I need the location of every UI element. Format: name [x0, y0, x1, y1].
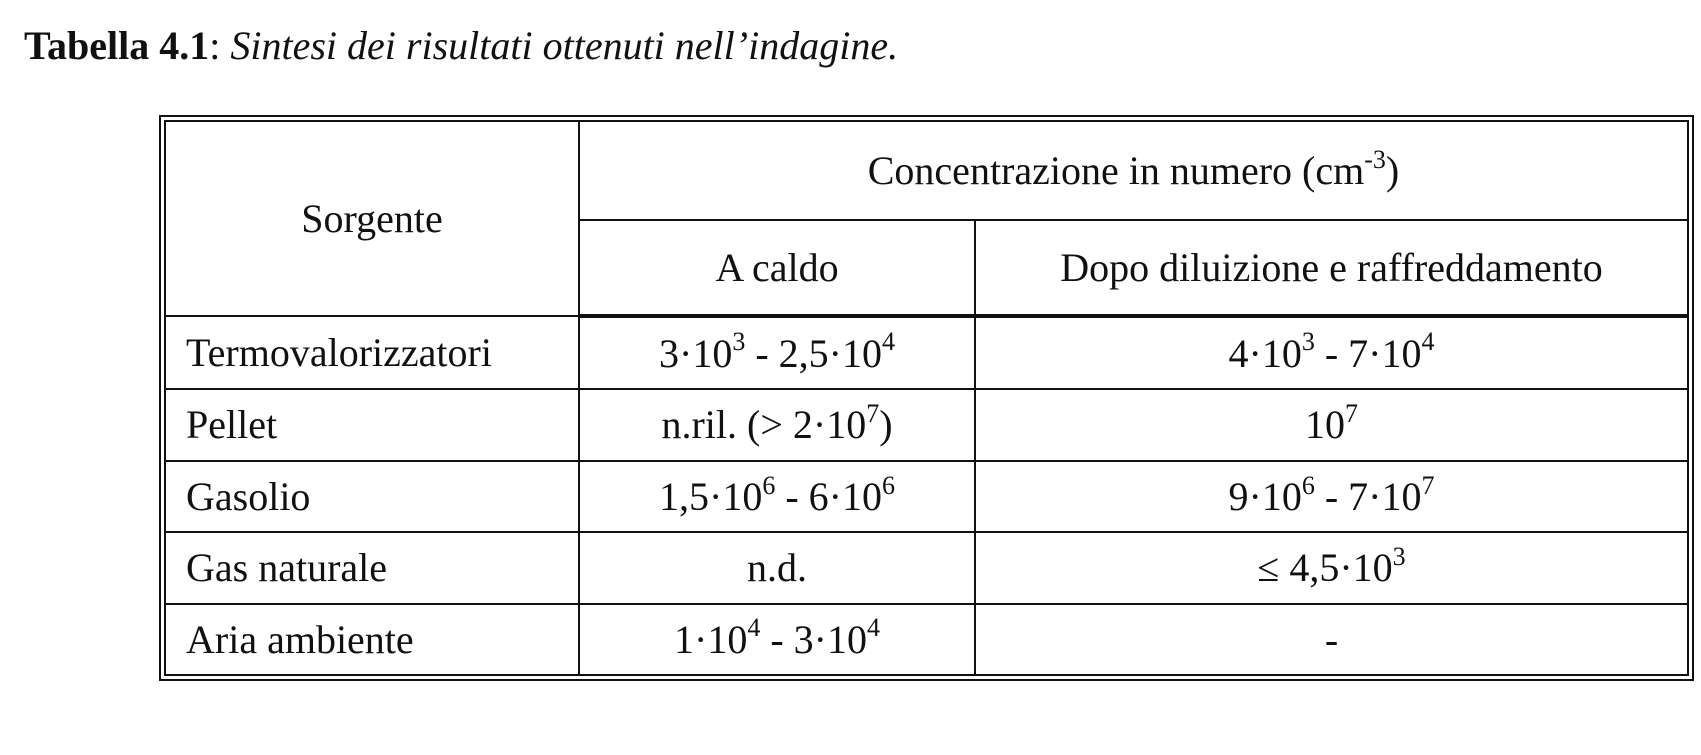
value-exponent: 3	[1301, 327, 1315, 357]
cell-source: Aria ambiente	[165, 604, 579, 675]
results-table-frame	[159, 115, 1694, 681]
header-after: Dopo diluizione e raffreddamento	[975, 220, 1688, 316]
value-text: 10	[1305, 402, 1345, 448]
header-concentration	[579, 121, 1688, 220]
cell-after	[975, 316, 1688, 389]
cell-hot	[579, 316, 975, 389]
table-row	[165, 532, 1688, 603]
results-table	[164, 120, 1689, 676]
table-caption	[24, 23, 899, 68]
cell-source: Pellet	[165, 389, 579, 460]
value-text: - 7·10	[1314, 473, 1422, 519]
cell-hot	[579, 604, 975, 675]
value-exponent: 7	[1421, 470, 1435, 500]
cell-hot	[579, 532, 975, 603]
value-text: - 3·10	[760, 616, 867, 662]
cell-after	[975, 461, 1688, 532]
value-text: -	[1324, 616, 1339, 662]
cell-hot	[579, 461, 975, 532]
caption-separator: :	[209, 23, 231, 68]
value-text: )	[879, 402, 893, 448]
cell-after	[975, 532, 1688, 603]
value-exponent: 7	[866, 399, 880, 429]
value-exponent: 4	[881, 327, 895, 357]
header-hot: A caldo	[579, 220, 975, 316]
cell-source: Gasolio	[165, 461, 579, 532]
table-row	[165, 461, 1688, 532]
header-concentration-base: Concentrazione in numero (cm	[867, 148, 1365, 194]
value-exponent: 6	[762, 470, 776, 500]
cell-after	[975, 389, 1688, 460]
header-source: Sorgente	[165, 121, 579, 316]
value-text: n.ril. (> 2·10	[661, 402, 867, 448]
table-row	[165, 316, 1688, 389]
value-text: - 7·10	[1314, 330, 1422, 376]
header-concentration-close: )	[1385, 148, 1400, 194]
cell-hot	[579, 389, 975, 460]
table-row	[165, 389, 1688, 460]
value-exponent: 4	[866, 613, 880, 643]
value-text: - 6·10	[775, 473, 882, 519]
value-exponent: 4	[1421, 327, 1435, 357]
value-text: 4·10	[1228, 330, 1302, 376]
value-text: - 2,5·10	[745, 330, 882, 376]
value-exponent: 3	[1392, 542, 1406, 571]
value-exponent: 7	[1345, 399, 1358, 429]
cell-source: Gas naturale	[165, 532, 579, 603]
header-concentration-exponent: -3	[1364, 144, 1386, 174]
cell-source: Termovalorizzatori	[165, 316, 579, 389]
caption-label: Tabella 4.1	[24, 23, 210, 68]
value-text: 3·10	[659, 330, 733, 376]
value-text: n.d.	[747, 545, 807, 591]
table-row	[165, 604, 1688, 675]
value-text: 1,5·10	[659, 473, 763, 519]
value-text: 9·10	[1228, 473, 1302, 519]
value-exponent: 4	[747, 613, 761, 643]
header-row-top	[165, 121, 1688, 220]
value-text: ≤ 4,5·10	[1257, 545, 1393, 591]
cell-after	[975, 604, 1688, 675]
caption-text: Sintesi dei risultati ottenuti nell’indagine.	[230, 23, 899, 68]
value-exponent: 3	[732, 327, 746, 357]
table-body	[165, 316, 1688, 675]
value-exponent: 6	[881, 470, 895, 500]
value-exponent: 6	[1301, 470, 1315, 500]
value-text: 1·10	[674, 616, 748, 662]
